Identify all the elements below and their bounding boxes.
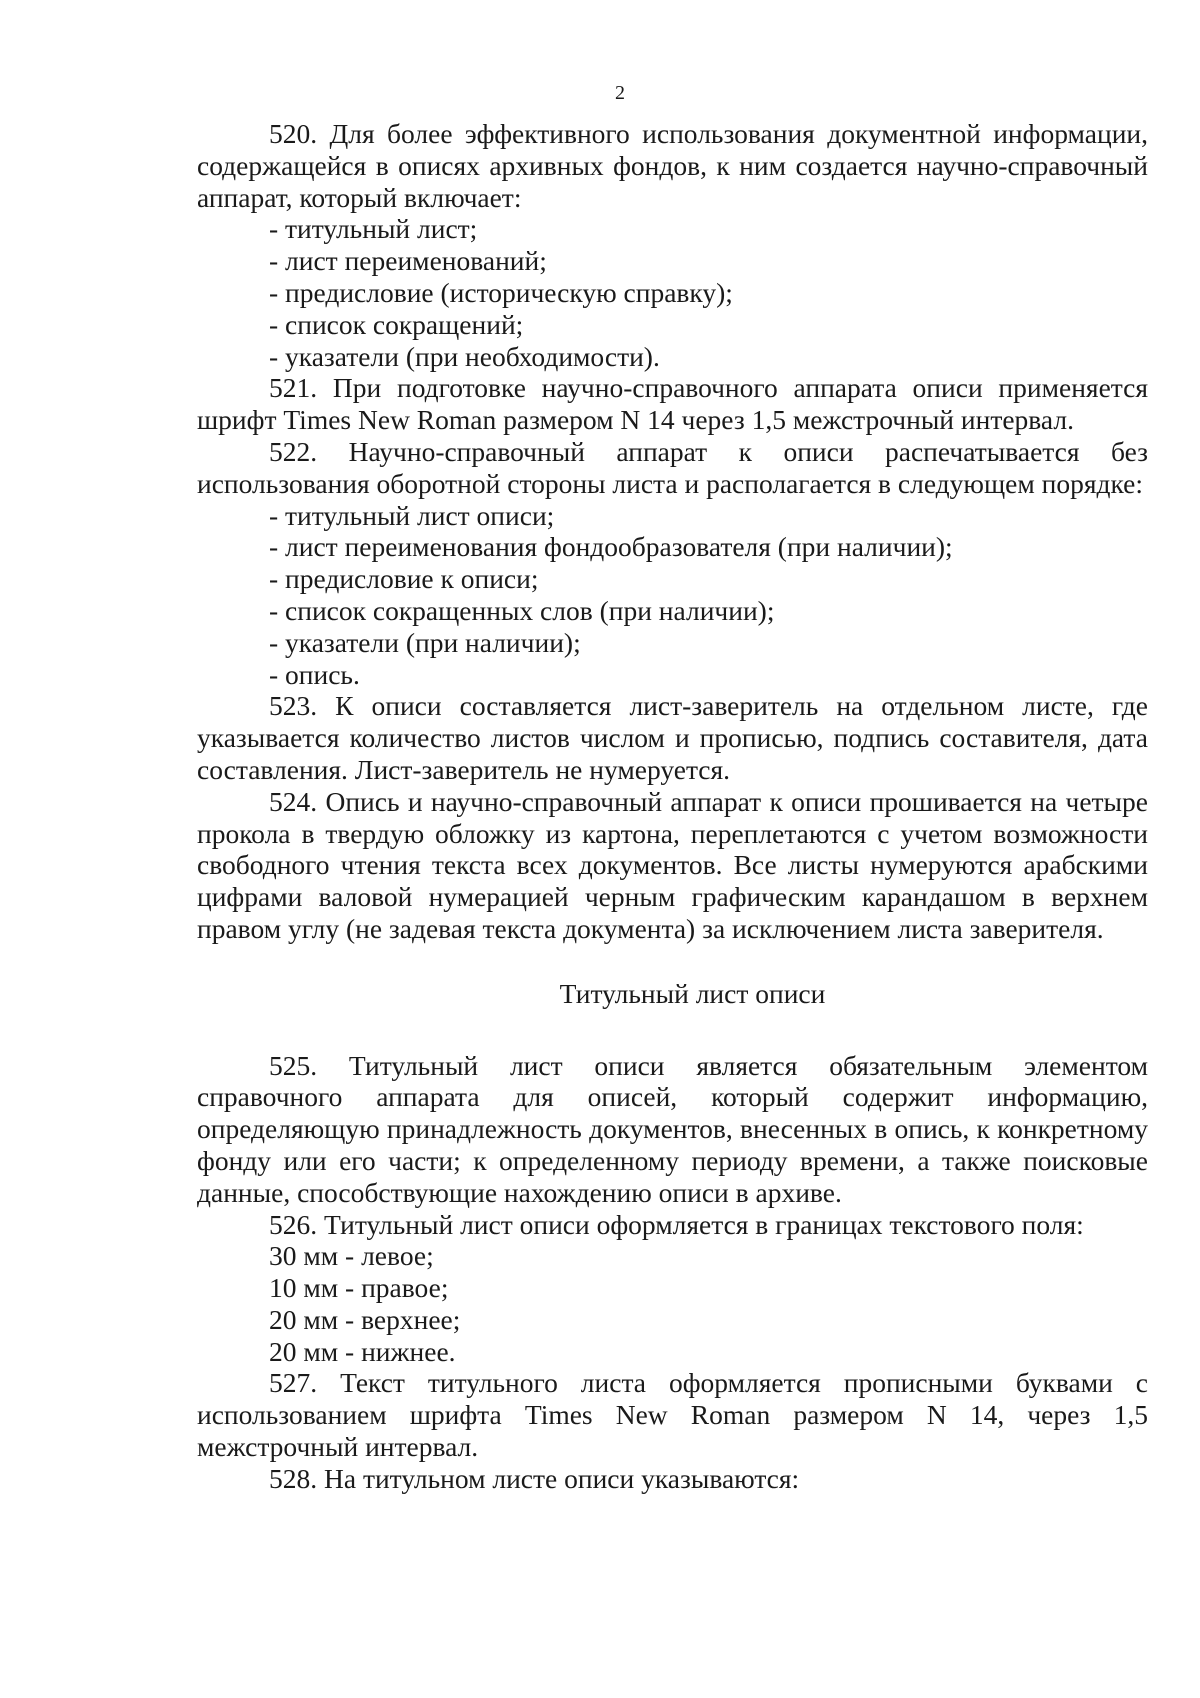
list-item: - титульный лист; bbox=[269, 213, 478, 245]
paragraph-525: 525. Титульный лист описи является обязательным элементом справочного аппарата для описей, который содержит информацию, определяющую принадлежность документов, внесенных в опись, к конкретному фонду или его части; к определенному периоду времени, а также поисковые данные, способствующие нахождению описи в архиве. bbox=[197, 1049, 1148, 1208]
list-item: - указатели (при наличии); bbox=[269, 626, 581, 658]
section-heading: Титульный лист описи bbox=[559, 977, 826, 1009]
list-item: 20 мм - нижнее. bbox=[269, 1335, 456, 1367]
list-item: - предисловие к описи; bbox=[269, 563, 539, 595]
paragraph-526: 526. Титульный лист описи оформляется в границах текстового поля: bbox=[269, 1208, 1084, 1240]
paragraph-520: 520. Для более эффективного использования документной информации, содержащейся в описях архивных фондов, к ним создается научно-справочный аппарат, который включает: bbox=[197, 118, 1148, 213]
document-body bbox=[197, 118, 1148, 1495]
page-number: 2 bbox=[615, 82, 625, 104]
list-item: 10 мм - правое; bbox=[269, 1272, 449, 1304]
paragraph-528: 528. На титульном листе описи указываются: bbox=[269, 1462, 800, 1494]
list-item: - лист переименования фондообразователя (при наличии); bbox=[269, 531, 953, 563]
list-item: 20 мм - верхнее; bbox=[269, 1303, 461, 1335]
paragraph-527: 527. Текст титульного листа оформляется прописными буквами с использованием шрифта Times New Roman размером N 14, через 1,5 межстрочный интервал. bbox=[197, 1367, 1148, 1463]
paragraph-522: 522. Научно-справочный аппарат к описи распечатывается без использования оборотной стороны листа и располагается в следующем порядке: bbox=[197, 435, 1148, 499]
list-item: - список сокращений; bbox=[269, 308, 524, 340]
paragraph-521: 521. При подготовке научно-справочного аппарата описи применяется шрифт Times New Roman размером N 14 через 1,5 межстрочный интервал. bbox=[197, 372, 1148, 436]
paragraph-523: 523. К описи составляется лист-заверитель на отдельном листе, где указывается количество листов числом и прописью, подпись составителя, дата составления. Лист-заверитель не нумеруется. bbox=[197, 690, 1148, 785]
list-item: 30 мм - левое; bbox=[269, 1240, 434, 1272]
list-item: - список сокращенных слов (при наличии); bbox=[269, 594, 775, 626]
list-item: - лист переименований; bbox=[269, 245, 547, 277]
list-item: - указатели (при необходимости). bbox=[269, 340, 660, 372]
list-item: - опись. bbox=[269, 658, 360, 690]
list-item: - титульный лист описи; bbox=[269, 499, 555, 531]
list-item: - предисловие (историческую справку); bbox=[269, 276, 733, 308]
paragraph-524: 524. Опись и научно-справочный аппарат к описи прошивается на четыре прокола в твердую обложку из картона, переплетаются с учетом возможности свободного чтения текста всех документов. Все листы нумеруются арабскими цифрами валовой нумерацией черным графическим карандашом в верхнем правом углу (не задевая текста документа) за исключением листа заверителя. bbox=[197, 785, 1148, 944]
